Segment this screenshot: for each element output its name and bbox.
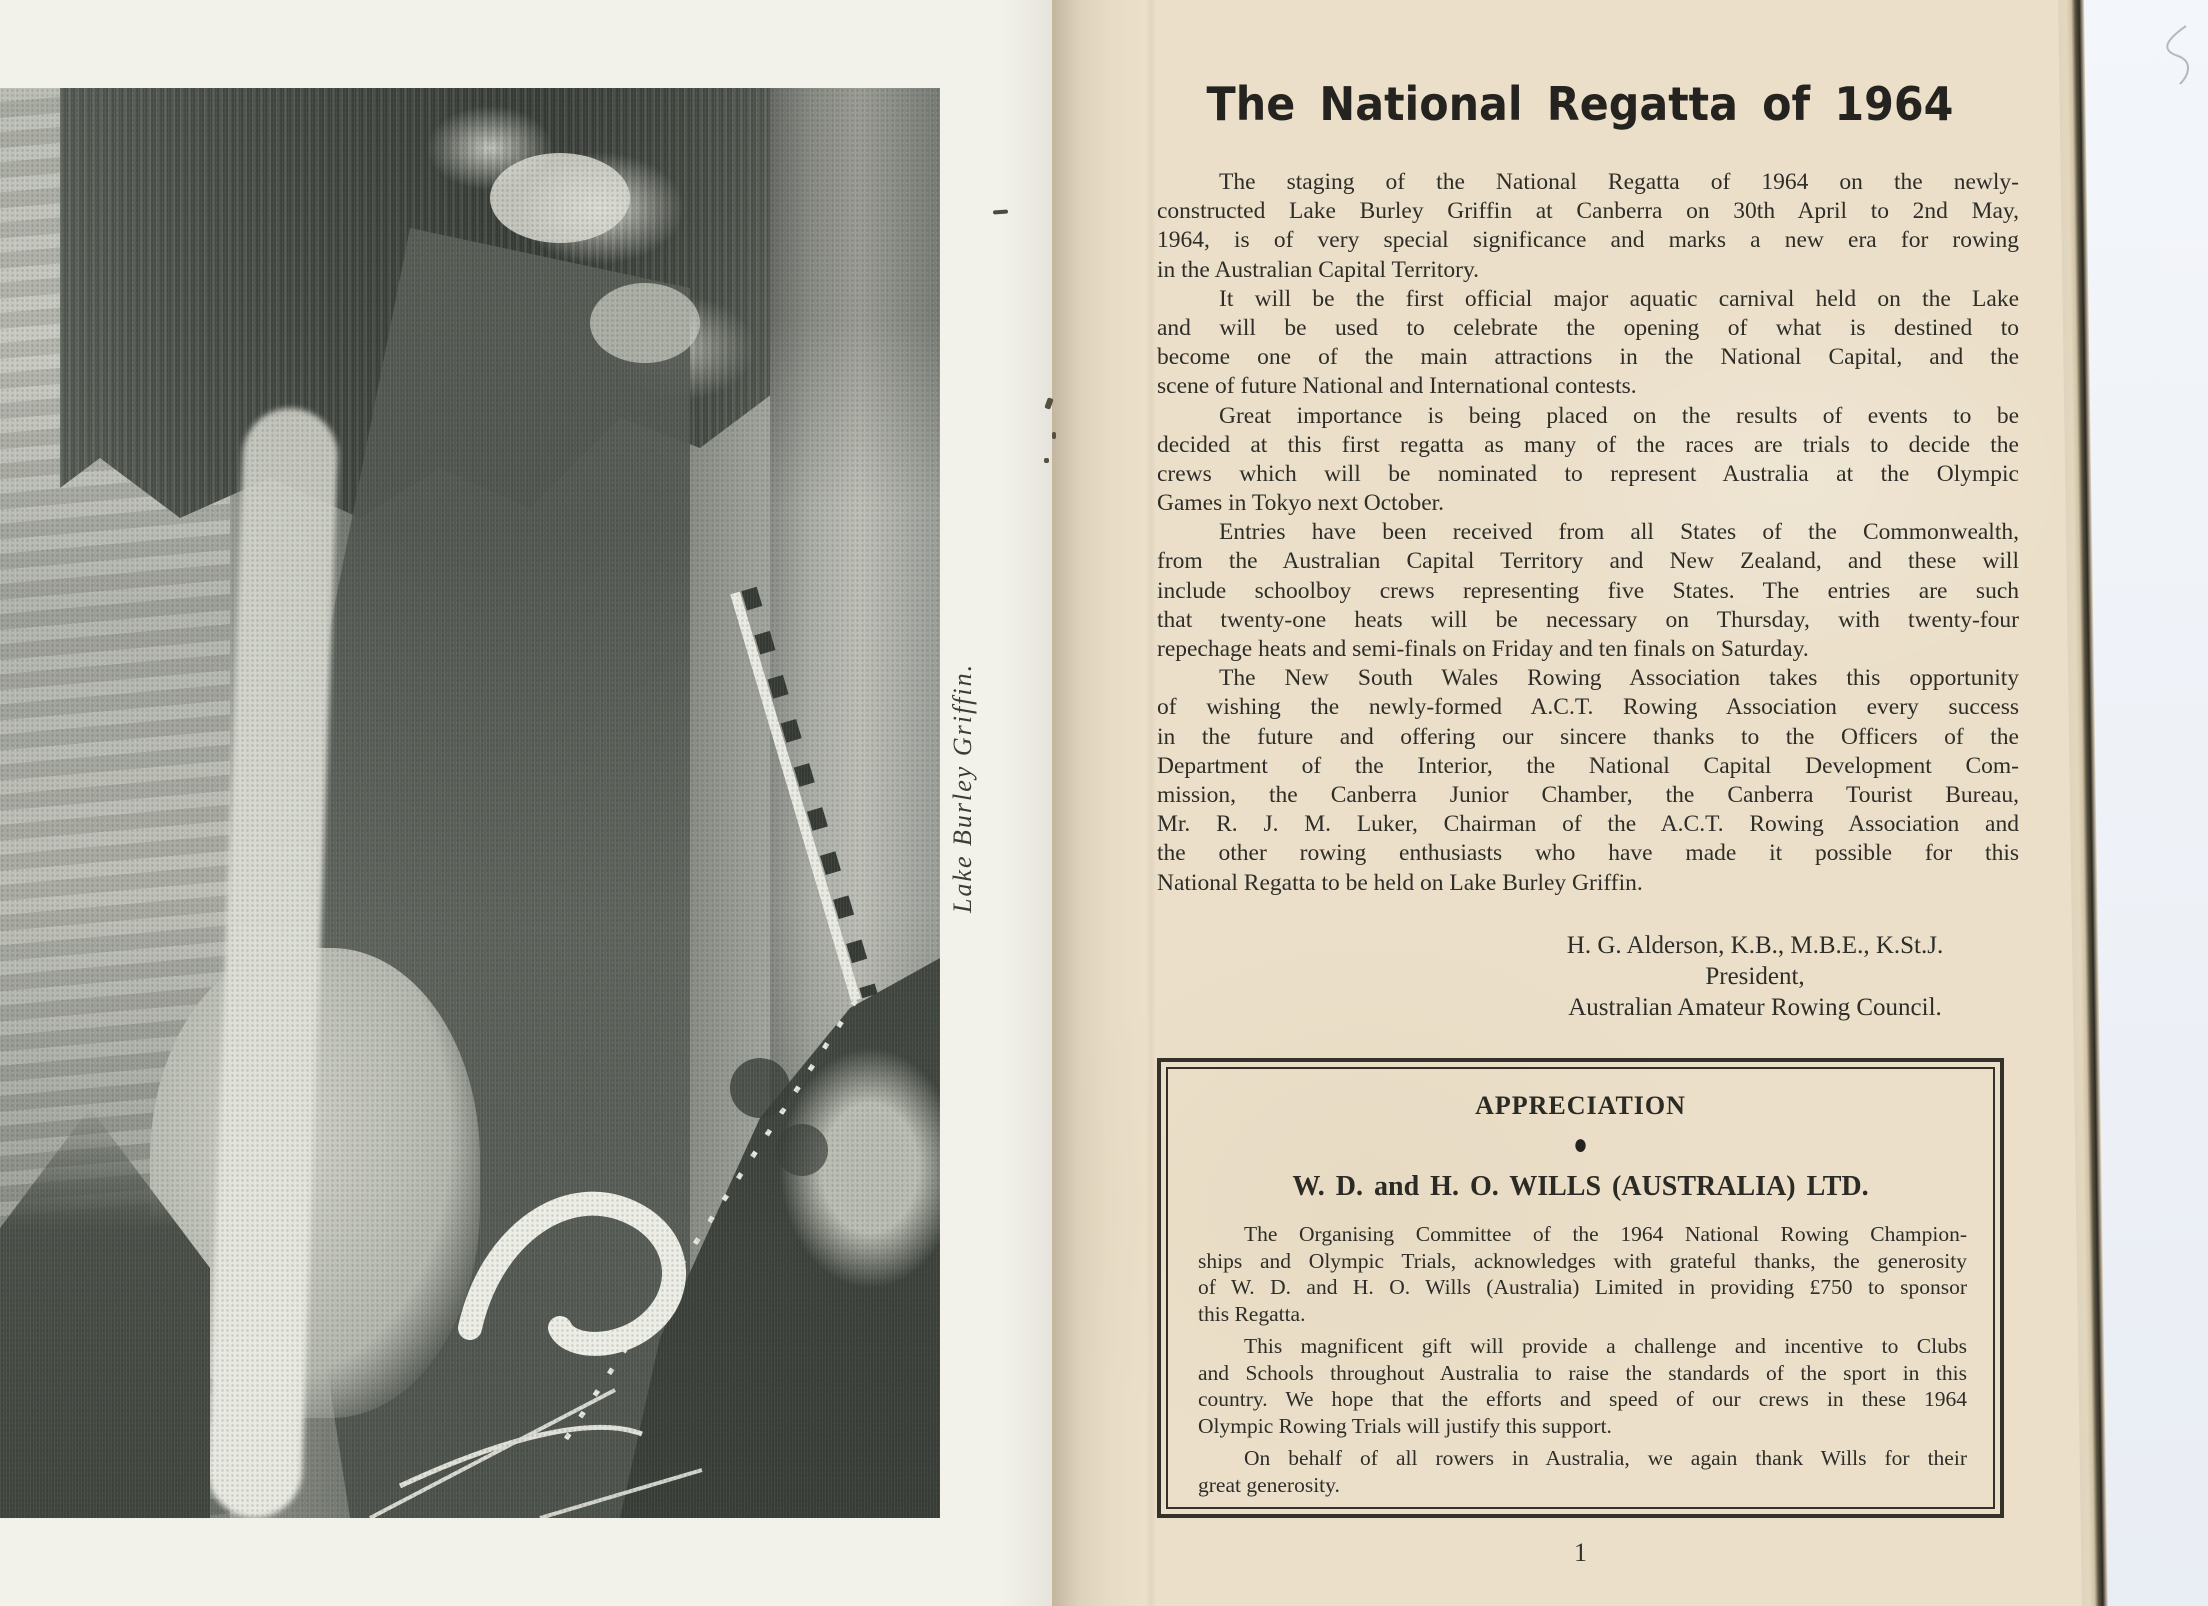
- text-line: in the future and offering our sincere thanks to the Officers of the: [1157, 723, 2019, 750]
- text-line: Entries have been received from all States of the Commonwealth,: [1219, 519, 2019, 546]
- appreciation-heading: APPRECIATION: [1475, 1091, 1686, 1120]
- paragraph: [1157, 664, 2019, 898]
- bullet-icon: [1168, 1128, 1993, 1162]
- text-line: crews which will be nominated to represent Australia at the Olympic: [1157, 460, 2019, 487]
- text-line: mission, the Canberra Junior Chamber, the Canberra Tourist Bureau,: [1157, 781, 2019, 808]
- text-line: and Schools throughout Australia to raise the standards of the sport in this: [1198, 1360, 1967, 1385]
- text-line: include schoolboy crews representing five States. The entries are such: [1157, 577, 2019, 604]
- text-line: National Regatta to be held on Lake Burley Griffin.: [1157, 869, 1643, 896]
- paragraph: [1157, 285, 2019, 402]
- paragraph: [1157, 168, 2019, 285]
- text-line: Department of the Interior, the National Capital Development Com-: [1157, 752, 2019, 779]
- text-line: of wishing the newly-formed A.C.T. Rowing Association every success: [1157, 694, 2019, 721]
- paragraph: [1198, 1445, 1967, 1498]
- signature-block: [1490, 930, 2020, 1023]
- paragraph: [1157, 402, 2019, 519]
- photo-halftone-texture: [0, 88, 940, 1518]
- text-line: in the Australian Capital Territory.: [1157, 256, 1480, 283]
- scan-speck: [1044, 458, 1049, 463]
- text-line: Great importance is being placed on the results of events to be: [1219, 402, 2019, 429]
- text-line: the other rowing enthusiasts who have made it possible for this: [1157, 840, 2019, 867]
- photo-caption: Lake Burley Griffin.: [948, 662, 977, 914]
- left-page: [0, 0, 1052, 1606]
- text-line: The Organising Committee of the 1964 National Rowing Champion-: [1244, 1222, 1967, 1246]
- text-line: The staging of the National Regatta of 1964 on the newly-: [1219, 169, 2019, 195]
- page-crease: [1146, 0, 1156, 1606]
- text-line: On behalf of all rowers in Australia, we again thank Wills for their: [1244, 1446, 1967, 1470]
- signature-org: Australian Amateur Rowing Council.: [1568, 994, 1942, 1021]
- gutter-shadow: [1052, 0, 1142, 1606]
- text-line: 1964, is of very special significance and marks a new era for rowing: [1157, 227, 2019, 254]
- text-line: of W. D. and H. O. Wills (Australia) Limited in providing £750 to sponsor: [1198, 1275, 1967, 1299]
- appreciation-box-inner-border: [1166, 1067, 1995, 1509]
- signature-name: H. G. Alderson, K.B., M.B.E., K.St.J.: [1566, 932, 1944, 959]
- gutter-shade-left-page: [1002, 0, 1052, 1606]
- text-line: repechage heats and semi-finals on Friday and ten finals on Saturday.: [1157, 636, 1809, 662]
- paragraph: [1198, 1333, 1967, 1439]
- scan-speck: [1052, 432, 1056, 439]
- text-line: Olympic Rowing Trials will justify this support.: [1198, 1413, 1612, 1438]
- text-line: This magnificent gift will provide a challenge and incentive to Clubs: [1244, 1334, 1967, 1358]
- page-title: The National Regatta of 1964: [1206, 77, 1954, 131]
- text-line: Games in Tokyo next October.: [1157, 490, 1445, 517]
- appreciation-box: [1157, 1058, 2004, 1518]
- text-line: great generosity.: [1198, 1472, 1340, 1497]
- text-line: The New South Wales Rowing Association takes this opportunity: [1219, 665, 2019, 692]
- text-line: that twenty-one heats will be necessary on Thursday, with twenty-four: [1157, 606, 2019, 633]
- pencil-mark: [2148, 22, 2208, 92]
- text-line: from the Australian Capital Territory and New Zealand, and these will: [1157, 548, 2019, 575]
- text-line: scene of future National and International contests.: [1157, 373, 1637, 400]
- body-paragraphs: [1157, 168, 2019, 898]
- text-line: and will be used to celebrate the opening of what is destined to: [1157, 314, 2019, 341]
- text-line: constructed Lake Burley Griffin at Canberra on 30th April to 2nd May,: [1157, 198, 2019, 225]
- text-line: this Regatta.: [1198, 1301, 1306, 1326]
- photo-lake-burley-griffin: [0, 88, 940, 1518]
- page-number: 1: [1574, 1538, 1587, 1567]
- bullet-glyph: ●: [1573, 1128, 1588, 1162]
- appreciation-paragraphs: [1198, 1221, 1967, 1498]
- text-line: It will be the first official major aquatic carnival held on the Lake: [1219, 285, 2019, 312]
- sponsor-name: W. D. and H. O. WILLS (AUSTRALIA) LTD.: [1292, 1171, 1869, 1202]
- text-line: ships and Olympic Trials, acknowledges with grateful thanks, the generosity: [1198, 1248, 1967, 1273]
- paragraph: [1198, 1221, 1967, 1327]
- text-line: decided at this first regatta as many of the races are trials to decide the: [1157, 431, 2019, 458]
- signature-role: President,: [1705, 963, 1805, 990]
- paragraph: [1157, 518, 2019, 664]
- text-line: Mr. R. J. M. Luker, Chairman of the A.C.T. Rowing Association and: [1157, 811, 2019, 838]
- text-line: become one of the main attractions in the National Capital, and the: [1157, 344, 2019, 371]
- text-line: country. We hope that the efforts and speed of our crews in these 1964: [1198, 1387, 1967, 1411]
